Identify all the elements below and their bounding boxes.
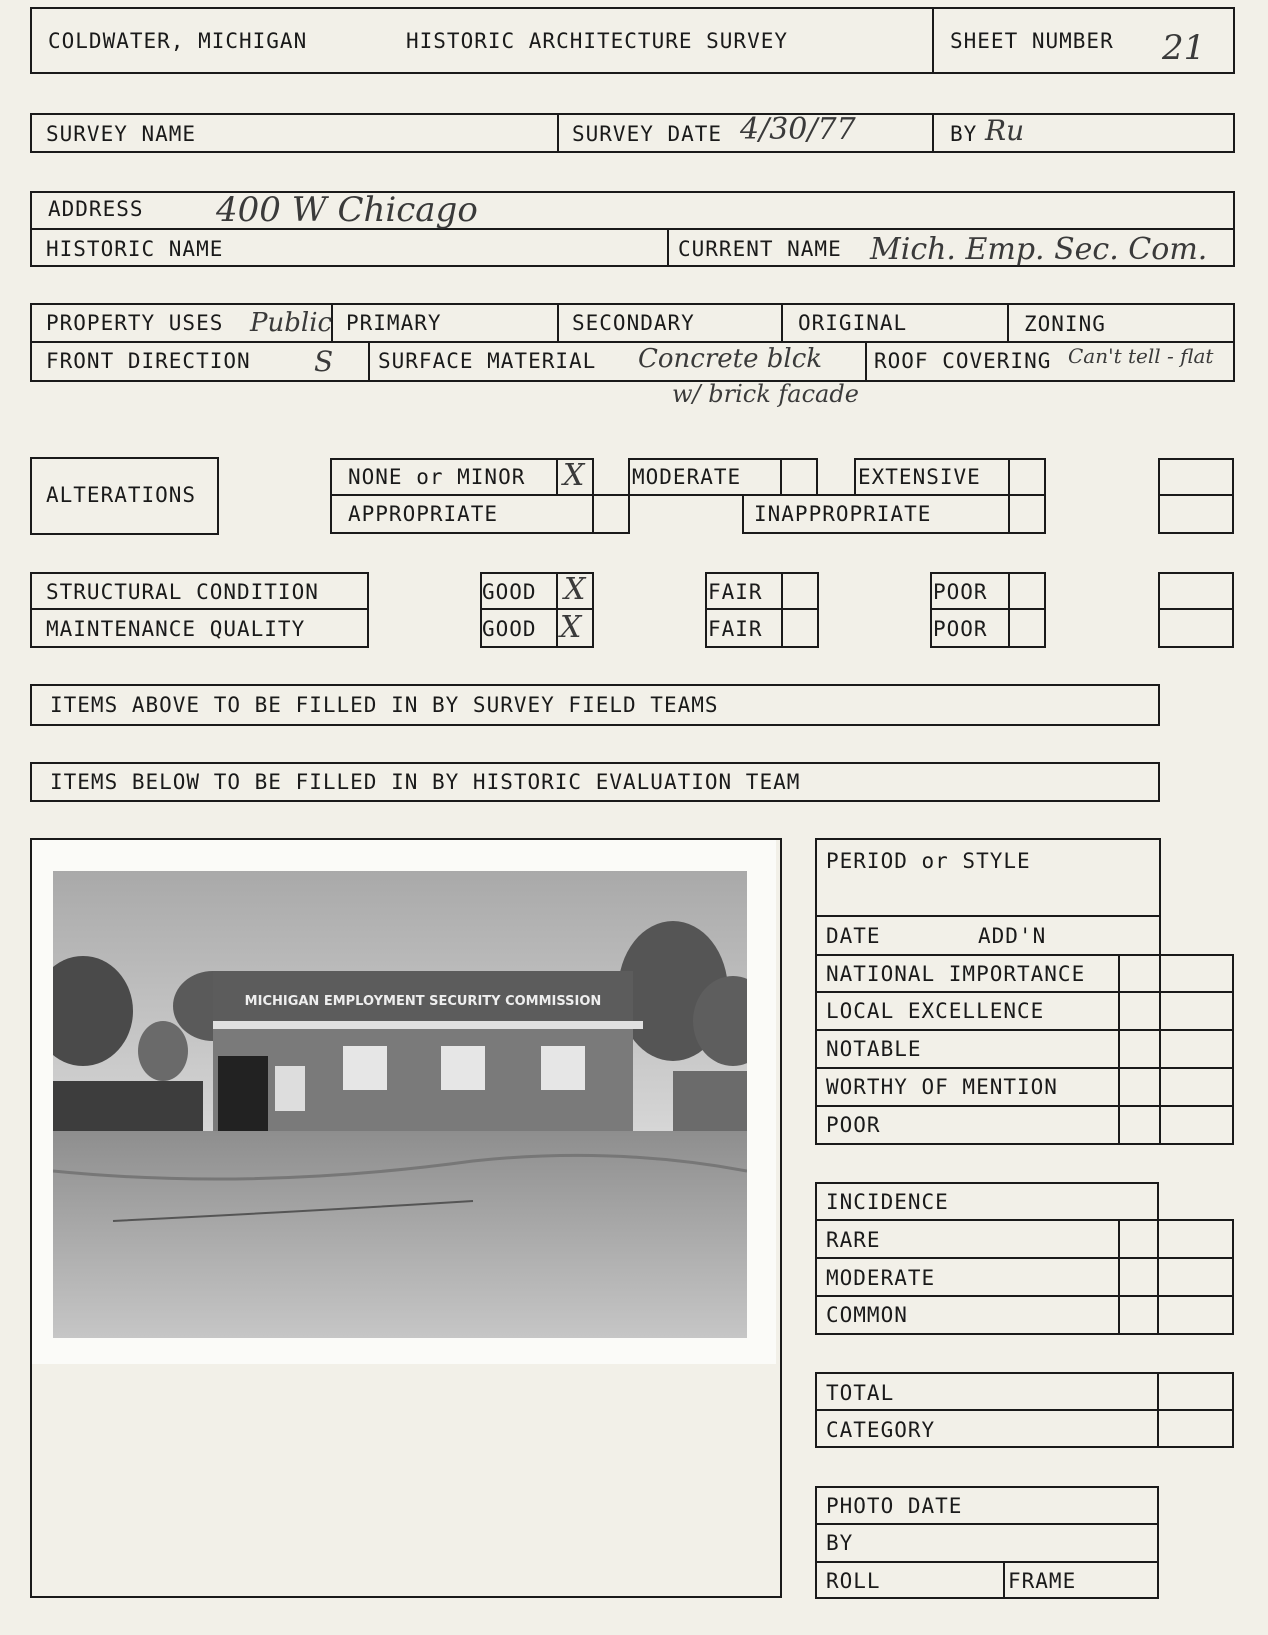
sheet-number-value[interactable]: 21: [1162, 28, 1206, 68]
moderate-checkbox[interactable]: [780, 458, 818, 496]
secondary-label: SECONDARY: [572, 311, 695, 335]
eval-line-5: [815, 1067, 1234, 1069]
eval-line-2: [815, 954, 1234, 956]
sheet-number-label: SHEET NUMBER: [950, 29, 1114, 53]
survey-name-label: SURVEY NAME: [46, 122, 197, 146]
structural-poor-checkbox[interactable]: [1008, 572, 1046, 610]
surface-material-value[interactable]: Concrete blck: [638, 344, 823, 374]
roof-divider: [865, 341, 867, 382]
evaluation-team-note: ITEMS BELOW TO BE FILLED IN BY HISTORIC EVALUATION TEAM: [50, 770, 801, 794]
eval-score-col-2: [1159, 954, 1161, 1145]
address-divider: [30, 228, 1235, 230]
zoning-label: ZONING: [1024, 312, 1106, 336]
maintenance-good-mark: X: [560, 610, 582, 645]
header-divider: [932, 7, 934, 74]
structural-good-label: GOOD: [482, 580, 537, 604]
survey-divider-2: [932, 113, 934, 153]
inc-line-3: [815, 1295, 1234, 1297]
surface-material-label: SURFACE MATERIAL: [378, 349, 597, 373]
totals-line: [815, 1409, 1234, 1411]
photo-illustration: [53, 871, 747, 1338]
notable-label: NOTABLE: [826, 1037, 922, 1061]
historic-name-label: HISTORIC NAME: [46, 237, 224, 261]
property-divider: [30, 341, 1235, 343]
frame-label: FRAME: [1008, 1569, 1077, 1593]
photo-sign-text: MICHIGAN EMPLOYMENT SECURITY COMMISSION: [244, 994, 602, 1009]
surface-divider: [368, 341, 370, 382]
surface-material-note[interactable]: w/ brick facade: [672, 380, 859, 408]
current-name-label: CURRENT NAME: [678, 237, 842, 261]
maintenance-fair-label: FAIR: [708, 617, 763, 641]
original-label: ORIGINAL: [798, 311, 908, 335]
front-direction-label: FRONT DIRECTION: [46, 349, 251, 373]
survey-by-label: BY: [950, 122, 978, 146]
worthy-of-mention-label: WORTHY OF MENTION: [826, 1075, 1058, 1099]
inappropriate-label: INAPPROPRIATE: [754, 502, 932, 526]
survey-date-label: SURVEY DATE: [572, 122, 723, 146]
inappropriate-checkbox[interactable]: [1008, 494, 1046, 534]
incidence-moderate-label: MODERATE: [826, 1266, 936, 1290]
eval-line-1: [815, 915, 1161, 917]
inc-line-1: [815, 1219, 1234, 1221]
city-label: COLDWATER, MICHIGAN: [48, 29, 308, 53]
condition-score-top[interactable]: [1158, 572, 1234, 610]
structural-poor-label: POOR: [933, 580, 988, 604]
roll-frame-divider: [1003, 1561, 1005, 1599]
eval-line-7: [1118, 1143, 1234, 1145]
maintenance-good-label: GOOD: [482, 617, 537, 641]
secondary-divider: [557, 303, 559, 341]
totals-score-col: [1157, 1372, 1159, 1448]
original-divider: [781, 303, 783, 341]
maintenance-fair-checkbox[interactable]: [781, 608, 819, 648]
common-label: COMMON: [826, 1303, 908, 1327]
zoning-divider: [1007, 303, 1009, 341]
property-uses-label: PROPERTY USES: [46, 311, 224, 335]
survey-title: HISTORIC ARCHITECTURE SURVEY: [406, 29, 789, 53]
roof-covering-label: ROOF COVERING: [874, 349, 1052, 373]
maintenance-poor-label: POOR: [933, 617, 988, 641]
survey-divider-1: [557, 113, 559, 153]
address-value[interactable]: 400 W Chicago: [216, 190, 478, 230]
none-minor-mark: X: [563, 458, 585, 493]
rare-label: RARE: [826, 1228, 881, 1252]
photo-by-label: BY: [826, 1531, 854, 1555]
eval-line-4: [815, 1029, 1234, 1031]
address-label: ADDRESS: [48, 197, 144, 221]
inc-line-2: [815, 1257, 1234, 1259]
eval-score-col-3: [1232, 954, 1234, 1145]
photo-info-line-2: [815, 1561, 1159, 1563]
alterations-score-bottom[interactable]: [1158, 494, 1234, 534]
period-style-label: PERIOD or STYLE: [826, 849, 1031, 873]
current-name-divider: [667, 228, 669, 267]
property-uses-value[interactable]: Public: [250, 308, 333, 338]
date-label: DATE: [826, 924, 881, 948]
inc-score-col-2: [1232, 1219, 1234, 1335]
structural-fair-label: FAIR: [708, 580, 763, 604]
category-label: CATEGORY: [826, 1418, 936, 1442]
appropriate-checkbox[interactable]: [592, 494, 630, 534]
structural-good-mark: X: [564, 572, 586, 607]
addn-label: ADD'N: [978, 924, 1047, 948]
extensive-checkbox[interactable]: [1008, 458, 1046, 496]
national-importance-label: NATIONAL IMPORTANCE: [826, 962, 1086, 986]
photo-date-label: PHOTO DATE: [826, 1494, 963, 1518]
inc-line-4: [1118, 1333, 1234, 1335]
eval-line-6: [815, 1105, 1234, 1107]
alterations-score-top[interactable]: [1158, 458, 1234, 496]
field-teams-note: ITEMS ABOVE TO BE FILLED IN BY SURVEY FIELD TEAMS: [50, 693, 719, 717]
structural-fair-checkbox[interactable]: [781, 572, 819, 610]
survey-by-value[interactable]: Ru: [985, 114, 1025, 147]
alterations-label: ALTERATIONS: [46, 483, 197, 507]
current-name-value[interactable]: Mich. Emp. Sec. Com.: [870, 232, 1208, 267]
moderate-alt-label: MODERATE: [632, 465, 742, 489]
total-label: TOTAL: [826, 1381, 895, 1405]
primary-label: PRIMARY: [346, 311, 442, 335]
incidence-label: INCIDENCE: [826, 1190, 949, 1214]
maintenance-poor-checkbox[interactable]: [1008, 608, 1046, 648]
structural-condition-label: STRUCTURAL CONDITION: [46, 580, 319, 604]
extensive-label: EXTENSIVE: [858, 465, 981, 489]
building-photo: [53, 871, 747, 1338]
condition-score-bottom[interactable]: [1158, 608, 1234, 648]
roll-label: ROLL: [826, 1569, 881, 1593]
survey-date-value[interactable]: 4/30/77: [740, 112, 856, 147]
appropriate-label: APPROPRIATE: [348, 502, 499, 526]
eval-poor-label: POOR: [826, 1113, 881, 1137]
none-minor-label: NONE or MINOR: [348, 465, 526, 489]
photo-info-line-1: [815, 1523, 1159, 1525]
maintenance-quality-label: MAINTENANCE QUALITY: [46, 617, 306, 641]
roof-covering-value[interactable]: Can't tell - flat: [1068, 344, 1214, 368]
inc-score-col-1: [1118, 1219, 1120, 1335]
eval-score-col-1: [1118, 954, 1120, 1145]
front-direction-value[interactable]: S: [314, 345, 334, 378]
eval-line-3: [815, 991, 1234, 993]
local-excellence-label: LOCAL EXCELLENCE: [826, 999, 1045, 1023]
